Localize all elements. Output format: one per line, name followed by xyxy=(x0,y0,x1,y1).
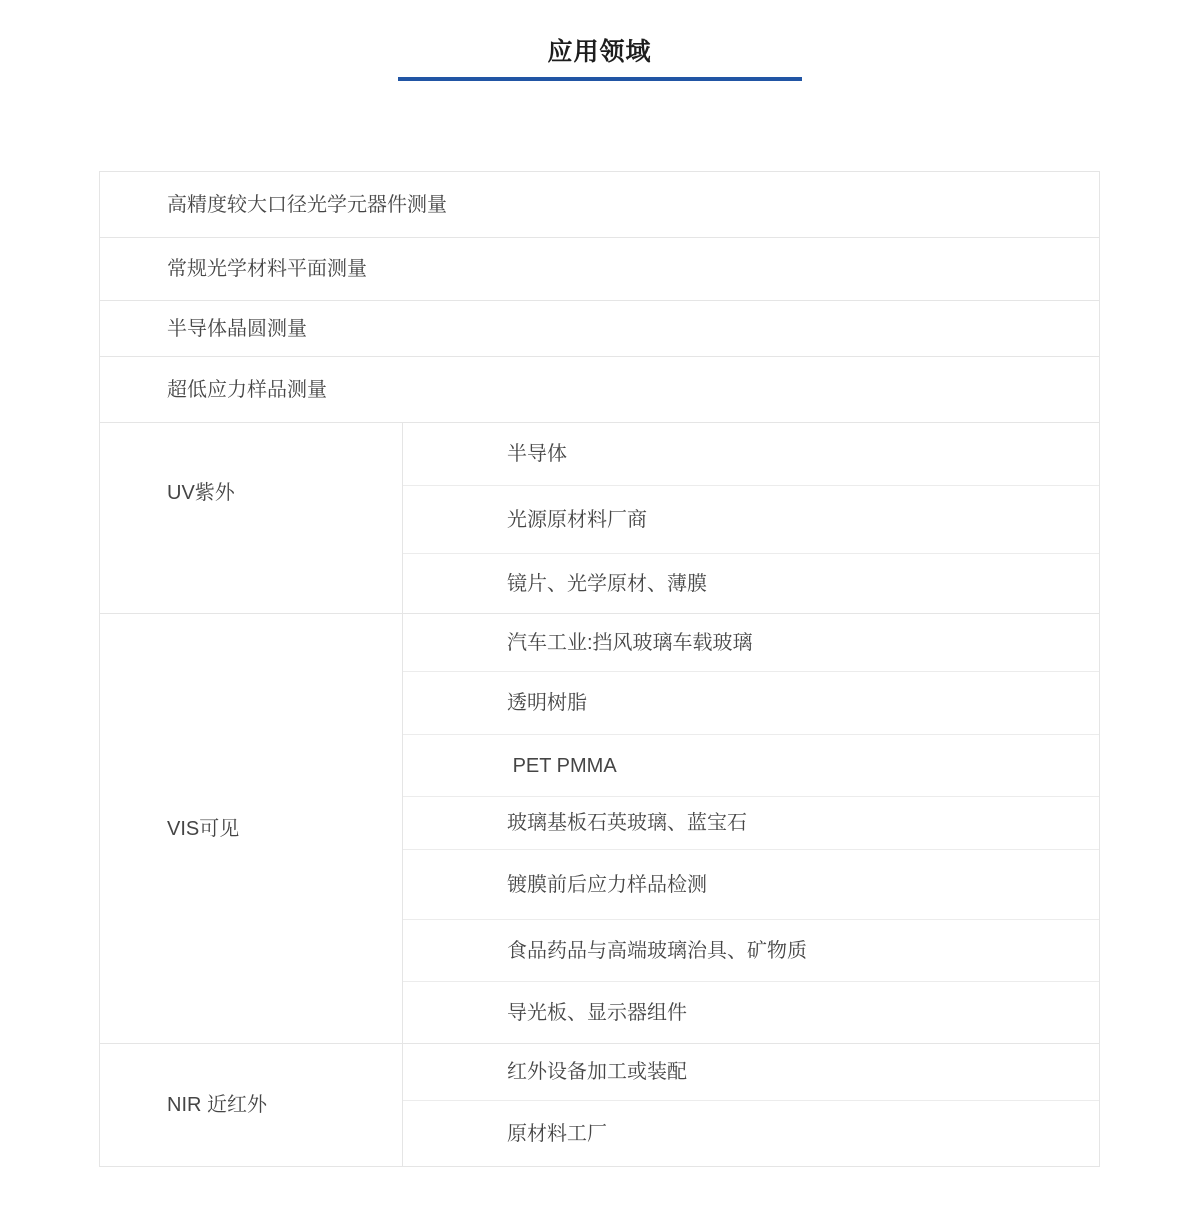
row-text: 高精度较大口径光学元器件测量 xyxy=(167,193,447,216)
table-subrow xyxy=(403,850,1099,920)
section-label-cell xyxy=(100,1044,403,1166)
section-label: NIR 近红外 xyxy=(167,1094,267,1116)
section-nir xyxy=(100,1044,1099,1166)
subrow-text: 红外设备加工或装配 xyxy=(507,1061,687,1083)
table-subrow xyxy=(403,1101,1099,1166)
section-label-cell xyxy=(100,423,403,613)
row-text: 超低应力样品测量 xyxy=(167,378,327,401)
table-row xyxy=(100,357,1099,423)
subrow-text: 镜片、光学原材、薄膜 xyxy=(507,572,707,595)
subrow-text: 镀膜前后应力样品检测 xyxy=(507,873,707,896)
table-row xyxy=(100,301,1099,357)
application-table xyxy=(99,171,1100,1167)
section-label-cell xyxy=(100,614,403,1043)
subrow-text: 导光板、显示器组件 xyxy=(507,1001,687,1024)
table-row xyxy=(100,238,1099,301)
section-uv xyxy=(100,423,1099,614)
row-text: 常规光学材料平面测量 xyxy=(167,258,367,280)
row-text: 半导体晶圆测量 xyxy=(167,317,307,340)
subrow-text: 透明树脂 xyxy=(507,692,587,714)
subrow-text: 玻璃基板石英玻璃、蓝宝石 xyxy=(507,812,747,834)
subrow-text: 汽车工业:挡风玻璃车载玻璃 xyxy=(507,631,753,654)
table-subrow xyxy=(403,920,1099,982)
page-title: 应用领域 xyxy=(547,38,652,66)
subrow-text: 原材料工厂 xyxy=(507,1122,607,1145)
table-subrow xyxy=(403,982,1099,1043)
subrow-text: 光源原材料厂商 xyxy=(507,508,647,531)
section-label: VIS可见 xyxy=(167,817,240,840)
subrow-text: 半导体 xyxy=(507,443,567,465)
table-subrow xyxy=(403,735,1099,797)
section-vis xyxy=(100,614,1099,1044)
table-subrow xyxy=(403,672,1099,735)
page-header xyxy=(0,38,1199,81)
subrow-text: PET PMMA xyxy=(507,754,617,777)
table-subrow xyxy=(403,486,1099,554)
section-items xyxy=(403,1044,1099,1166)
section-label: UV紫外 xyxy=(167,482,235,504)
section-items xyxy=(403,423,1099,613)
subrow-text: 食品药品与高端玻璃治具、矿物质 xyxy=(507,939,807,962)
title-underline xyxy=(398,77,802,81)
section-items xyxy=(403,614,1099,1043)
table-subrow xyxy=(403,614,1099,672)
table-subrow xyxy=(403,1044,1099,1101)
table-subrow xyxy=(403,554,1099,613)
table-subrow xyxy=(403,423,1099,486)
table-subrow xyxy=(403,797,1099,850)
table-row xyxy=(100,172,1099,238)
